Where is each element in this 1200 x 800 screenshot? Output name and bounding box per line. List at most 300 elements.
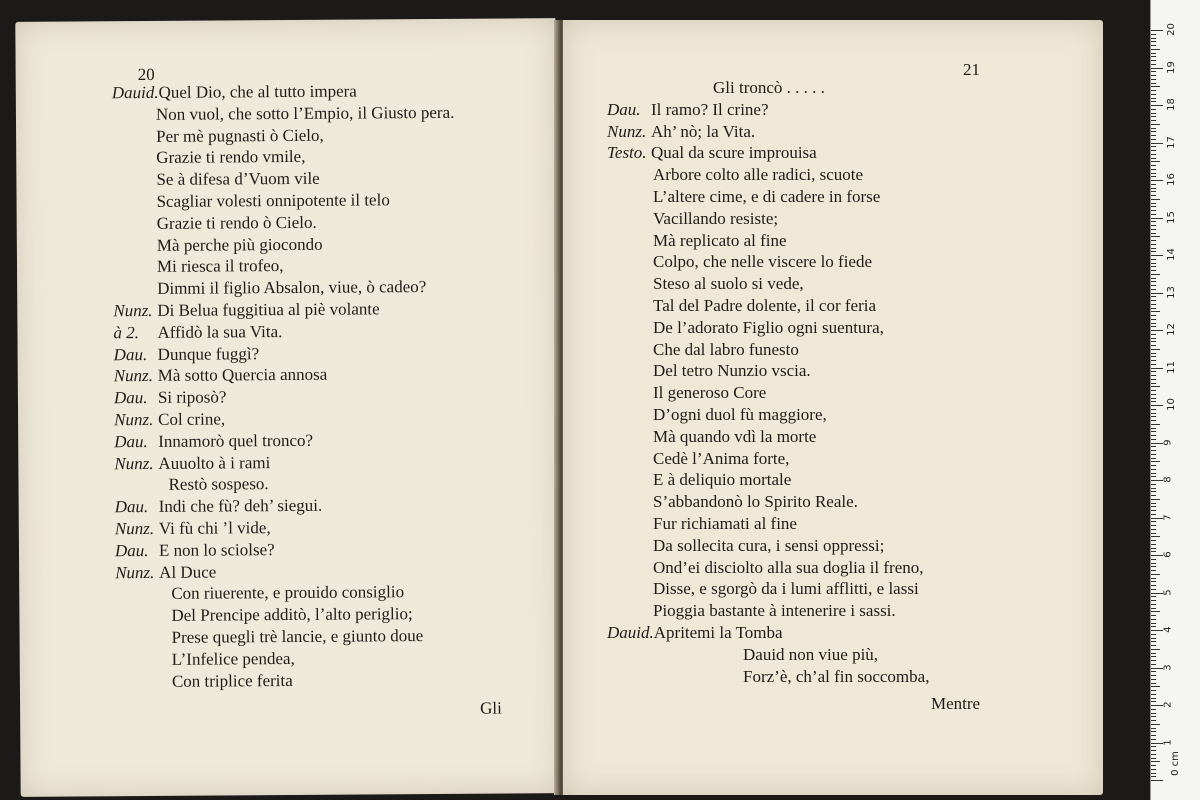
ruler-tick: [1151, 641, 1156, 642]
text-line: [156, 125, 324, 146]
ruler-tick: [1151, 53, 1156, 54]
ruler-tick: [1151, 161, 1160, 162]
ruler-tick: [1151, 390, 1156, 391]
verse-text: Fur richiamati al fine: [653, 514, 797, 533]
ruler-tick: [1151, 578, 1156, 579]
text-line: [607, 623, 783, 643]
verse-text: Apritemi la Tomba: [653, 623, 783, 642]
ruler-tick: [1151, 750, 1156, 751]
text-line: [172, 649, 295, 670]
ruler-tick: [1151, 439, 1156, 440]
ruler-tick: [1151, 375, 1156, 376]
verse-text: Qual da scure improuisa: [651, 143, 817, 163]
verse-text: De l’adorato Figlio ogni suentura,: [653, 317, 884, 337]
ruler-tick: [1151, 233, 1156, 234]
verse-text: D’ogni duol fù maggiore,: [653, 405, 827, 424]
ruler-tick: [1151, 653, 1156, 654]
ruler-tick: [1151, 30, 1163, 31]
ruler-tick: [1151, 236, 1160, 237]
text-line: [653, 296, 876, 316]
ruler-tick: [1151, 559, 1156, 560]
ruler-tick: [1151, 615, 1156, 616]
text-line: [653, 209, 778, 229]
ruler-tick: [1151, 566, 1156, 567]
ruler-label: 3: [1162, 663, 1174, 671]
text-line: [653, 558, 924, 578]
ruler-tick: [1151, 626, 1156, 627]
text-line: [653, 252, 872, 272]
ruler-tick: [1151, 705, 1163, 706]
verse-text: Ond’ei disciolto alla sua doglia il freno,: [653, 557, 924, 577]
ruler-tick: [1151, 266, 1156, 267]
ruler-tick: [1151, 604, 1156, 605]
ruler-label: 13: [1165, 285, 1177, 299]
ruler-tick: [1151, 518, 1163, 519]
verse-text: Mi riesca il trofeo,: [156, 256, 284, 277]
ruler-tick: [1151, 420, 1156, 421]
ruler-tick: [1151, 645, 1156, 646]
ruler-tick: [1151, 263, 1156, 264]
ruler-tick: [1151, 394, 1156, 395]
ruler-tick: [1151, 334, 1156, 335]
text-line: [157, 213, 317, 234]
ruler-tick: [1151, 113, 1156, 114]
text-line: [114, 344, 260, 365]
ruler-tick: [1151, 401, 1156, 402]
ruler-tick: [1151, 431, 1156, 432]
ruler-tick: [1151, 248, 1156, 249]
text-line: [113, 299, 379, 321]
ruler-tick: [1151, 135, 1156, 136]
ruler-tick: [1151, 506, 1156, 507]
text-line: [607, 122, 755, 142]
ruler-tick: [1151, 203, 1156, 204]
verse-text: Gli troncò . . . . .: [713, 78, 825, 97]
ruler-tick: [1151, 300, 1156, 301]
verse-text: E à deliquio mortale: [653, 470, 792, 490]
ruler-tick: [1151, 83, 1156, 84]
ruler-label: 17: [1165, 135, 1177, 149]
verse-text: Di Belua fuggitiua al piè volante: [157, 299, 380, 320]
ruler-tick: [1151, 720, 1156, 721]
ruler-tick: [1151, 353, 1156, 354]
ruler-tick: [1151, 368, 1163, 369]
text-line: [156, 169, 319, 190]
verse-text: Mà quando vdì la morte: [653, 426, 817, 446]
ruler-tick: [1151, 424, 1160, 425]
verse-text: Col crine,: [158, 409, 226, 429]
text-line: [653, 492, 858, 512]
verse-text: Con triplice ferita: [171, 670, 293, 691]
ruler-tick: [1151, 38, 1156, 39]
verse-text: S’abbandonò lo Spirito Reale.: [653, 492, 858, 512]
verse-text: Colpo, che nelle viscere lo fiede: [653, 252, 873, 272]
ruler-tick: [1151, 210, 1156, 211]
ruler-tick: [1151, 660, 1156, 661]
text-line: [653, 361, 811, 381]
ruler-tick: [1151, 593, 1163, 594]
ruler-tick: [1151, 270, 1156, 271]
text-line: [115, 540, 275, 561]
ruler-tick: [1151, 428, 1156, 429]
ruler-label: 15: [1165, 210, 1177, 224]
ruler-tick: [1151, 746, 1156, 747]
ruler-tick: [1151, 548, 1156, 549]
ruler-tick: [1151, 191, 1156, 192]
ruler-tick: [1151, 563, 1156, 564]
verse-text: Tal del Padre dolente, il cor feria: [653, 296, 877, 315]
ruler-tick: [1151, 698, 1156, 699]
ruler-tick: [1151, 158, 1156, 159]
ruler-label: 1: [1162, 738, 1174, 746]
ruler-tick: [1151, 491, 1156, 492]
ruler-tick: [1151, 49, 1160, 50]
ruler-tick: [1151, 289, 1156, 290]
text-line: [653, 536, 884, 556]
text-line: [653, 187, 880, 207]
ruler-tick: [1151, 116, 1156, 117]
ruler-tick: [1151, 386, 1160, 387]
ruler-tick: [1151, 41, 1156, 42]
ruler-tick: [1151, 214, 1156, 215]
ruler-tick: [1151, 326, 1156, 327]
ruler-tick: [1151, 555, 1163, 556]
verse-text: Dauid non viue più,: [743, 644, 879, 664]
text-line: [114, 453, 270, 474]
ruler-label: 10: [1165, 398, 1177, 411]
ruler-tick: [1151, 60, 1156, 61]
ruler-tick: [1151, 143, 1163, 144]
text-line: [114, 431, 313, 452]
ruler-tick: [1151, 338, 1156, 339]
catchword: Gli: [480, 698, 502, 718]
ruler-tick: [1151, 585, 1156, 586]
ruler-tick: [1151, 278, 1156, 279]
ruler-label: 9: [1162, 438, 1174, 446]
speaker-label: à 2.: [113, 322, 140, 343]
text-line: [653, 514, 797, 534]
ruler-tick: [1151, 345, 1156, 346]
text-line: [156, 103, 455, 125]
ruler-tick: [1151, 371, 1156, 372]
ruler-tick: [1151, 570, 1156, 571]
verse-text: Mà sotto Quercia annosa: [157, 365, 328, 386]
ruler-tick: [1151, 79, 1156, 80]
ruler-tick: [1151, 120, 1156, 121]
ruler-tick: [1151, 758, 1156, 759]
ruler-tick: [1151, 71, 1156, 72]
ruler-tick: [1151, 150, 1156, 151]
open-book: [18, 20, 1108, 795]
ruler-tick: [1151, 311, 1160, 312]
catchword: Mentre: [931, 694, 981, 713]
speaker-label: Nunz.: [114, 409, 154, 430]
ruler-tick: [1151, 356, 1156, 357]
ruler-label: 2: [1162, 701, 1174, 708]
verse-text: Arbore colto alle radici, scuote: [653, 165, 864, 185]
ruler-tick: [1151, 225, 1156, 226]
ruler-tick: [1151, 409, 1156, 410]
text-line: [157, 234, 323, 255]
ruler-tick: [1151, 101, 1156, 102]
ruler-tick: [1151, 514, 1156, 515]
ruler-tick: [1151, 458, 1156, 459]
speaker-label: Dau.: [113, 344, 148, 364]
ruler-tick: [1151, 435, 1156, 436]
ruler-tick: [1151, 293, 1163, 294]
verse-text: Al Duce: [159, 562, 217, 582]
text-line: [653, 405, 827, 425]
ruler-tick: [1151, 780, 1163, 781]
ruler-tick: [1151, 349, 1160, 350]
ruler-tick: [1151, 364, 1156, 365]
ruler-tick: [1151, 589, 1156, 590]
ruler-tick: [1151, 454, 1156, 455]
ruler-tick: [1151, 776, 1156, 777]
ruler-tick: [1151, 476, 1156, 477]
ruler-label: 4: [1162, 626, 1174, 633]
verse-text: L’altere cime, e di cadere in forse: [653, 187, 881, 206]
ruler-tick: [1151, 109, 1156, 110]
verse-text: Mà perche più giocondo: [156, 234, 323, 255]
speaker-label: Testo.: [607, 143, 647, 163]
text-line: [653, 340, 799, 360]
ruler-tick: [1151, 761, 1160, 762]
text-line: [114, 409, 225, 430]
ruler-tick: [1151, 649, 1160, 650]
ruler-tick: [1151, 638, 1156, 639]
ruler-tick: [1151, 551, 1156, 552]
ruler-tick: [1151, 596, 1156, 597]
ruler-tick: [1151, 484, 1156, 485]
ruler-tick: [1151, 379, 1156, 380]
text-line: [743, 645, 878, 665]
ruler-tick: [1151, 503, 1156, 504]
ruler-label: 6: [1162, 551, 1174, 558]
speaker-label: Nunz.: [114, 453, 154, 473]
ruler-tick: [1151, 469, 1156, 470]
ruler-tick: [1151, 229, 1156, 230]
ruler-tick: [1151, 611, 1160, 612]
ruler-tick: [1151, 694, 1156, 695]
text-line: [157, 256, 284, 277]
ruler-tick: [1151, 574, 1160, 575]
text-line: [172, 671, 293, 692]
text-line: [653, 231, 787, 251]
ruler-tick: [1151, 323, 1156, 324]
left-page: [15, 18, 560, 797]
page-number: 21: [963, 60, 980, 79]
ruler-tick: [1151, 154, 1156, 155]
ruler-tick: [1151, 75, 1156, 76]
text-line: [112, 82, 357, 104]
ruler-tick: [1151, 701, 1156, 702]
verse-text: Da sollecita cura, i sensi oppressi;: [653, 535, 885, 555]
ruler-tick: [1151, 244, 1156, 245]
ruler-tick: [1151, 671, 1156, 672]
ruler-tick: [1151, 165, 1156, 166]
text-line: [653, 383, 766, 403]
ruler-tick: [1151, 533, 1156, 534]
text-line: [607, 100, 769, 120]
speaker-label: Dau.: [113, 388, 148, 408]
speaker-label: Dauid.: [111, 82, 159, 103]
ruler-tick: [1151, 195, 1156, 196]
ruler-tick: [1151, 259, 1156, 260]
ruler-tick: [1151, 754, 1156, 755]
ruler-tick: [1151, 188, 1156, 189]
text-line: [653, 470, 791, 490]
ruler-label: 5: [1162, 588, 1174, 596]
ruler-tick: [1151, 173, 1156, 174]
ruler-tick: [1151, 146, 1156, 147]
verse-text: Pioggia bastante à intenerire i sassi.: [653, 601, 896, 621]
ruler-tick: [1151, 240, 1156, 241]
verse-text: Quel Dio, che al tutto impera: [158, 81, 357, 102]
ruler-tick: [1151, 360, 1156, 361]
verse-text: Del tetro Nunzio vscia.: [653, 361, 811, 381]
verse-text: Disse, e sgorgò da i lumi afflitti, e lassi: [653, 579, 919, 599]
verse-text: Vacillando resiste;: [653, 208, 779, 228]
ruler-tick: [1151, 735, 1156, 736]
ruler-tick: [1151, 461, 1160, 462]
ruler-tick: [1151, 731, 1156, 732]
speaker-label: Nunz.: [113, 366, 154, 386]
measurement-ruler: [1150, 0, 1200, 800]
ruler-tick: [1151, 495, 1156, 496]
text-line: [115, 518, 271, 539]
ruler-tick: [1151, 176, 1156, 177]
ruler-tick: [1151, 64, 1156, 65]
ruler-tick: [1151, 634, 1156, 635]
ruler-tick: [1151, 274, 1160, 275]
text-line: [157, 277, 426, 299]
ruler-tick: [1151, 690, 1156, 691]
verse-text: Mà replicato al fine: [653, 230, 787, 250]
ruler-tick: [1151, 416, 1156, 417]
text-line: [743, 667, 929, 687]
verse-text: Affidò la sua Vita.: [157, 321, 283, 342]
ruler-tick: [1151, 413, 1156, 414]
text-line: [653, 579, 919, 599]
ruler-tick: [1151, 686, 1160, 687]
verse-text: Prese quegli trè lancie, e giunto doue: [171, 626, 424, 647]
verse-text: Steso al suolo si vede,: [653, 274, 804, 294]
verse-text: Dunque fuggì?: [157, 343, 260, 364]
ruler-tick: [1151, 90, 1156, 91]
verse-text: Non vuol, che sotto l’Empio, il Giusto pera.: [155, 102, 455, 124]
ruler-tick: [1151, 34, 1156, 35]
verse-text: Indi che fù? deh’ siegui.: [158, 495, 323, 517]
ruler-unit-label: 0 cm: [1169, 751, 1181, 776]
ruler-tick: [1151, 105, 1163, 106]
ruler-tick: [1151, 443, 1163, 444]
ruler-tick: [1151, 499, 1160, 500]
right-page: [563, 20, 1103, 795]
verse-text: Si riposò?: [157, 387, 227, 408]
text-line: [171, 604, 412, 626]
ruler-tick: [1151, 743, 1163, 744]
text-line: [653, 601, 896, 621]
ruler-label: 19: [1165, 60, 1177, 74]
ruler-tick: [1151, 405, 1163, 406]
ruler-tick: [1151, 221, 1156, 222]
ruler-tick: [1151, 56, 1156, 57]
text-line: [114, 365, 328, 386]
text-line: [653, 318, 884, 338]
verse-text: Ah’ nò; la Vita.: [651, 121, 756, 141]
text-line: [653, 449, 789, 469]
ruler-tick: [1151, 713, 1156, 714]
ruler-tick: [1151, 308, 1156, 309]
speaker-label: Dau.: [114, 497, 149, 517]
ruler-tick: [1151, 581, 1156, 582]
ruler-tick: [1151, 128, 1156, 129]
ruler-tick: [1151, 86, 1160, 87]
ruler-tick: [1151, 450, 1156, 451]
verse-text: Innamorò quel tronco?: [158, 430, 314, 451]
ruler-tick: [1151, 510, 1156, 511]
verse-text: L’Infelice pendea,: [171, 648, 295, 669]
text-line: [653, 427, 816, 447]
ruler-tick: [1151, 383, 1156, 384]
ruler-tick: [1151, 664, 1156, 665]
ruler-tick: [1151, 398, 1156, 399]
ruler-tick: [1151, 184, 1156, 185]
ruler-tick: [1151, 536, 1160, 537]
ruler-tick: [1151, 319, 1156, 320]
ruler-label: 14: [1165, 248, 1177, 261]
speaker-label: Nunz.: [607, 121, 647, 141]
ruler-tick: [1151, 716, 1156, 717]
text-line: [171, 583, 404, 605]
ruler-tick: [1151, 630, 1163, 631]
verse-text: Forz’è, ch’al fin soccomba,: [743, 666, 930, 686]
ruler-tick: [1151, 739, 1156, 740]
ruler-label: 20: [1165, 23, 1177, 36]
ruler-tick: [1151, 218, 1163, 219]
ruler-tick: [1151, 281, 1156, 282]
ruler-tick: [1151, 529, 1156, 530]
speaker-label: Nunz.: [113, 300, 153, 321]
ruler-tick: [1151, 94, 1156, 95]
ruler-tick: [1151, 255, 1163, 256]
ruler-tick: [1151, 709, 1156, 710]
ruler-tick: [1151, 296, 1156, 297]
text-line: [113, 322, 282, 343]
ruler-tick: [1151, 473, 1156, 474]
text-line: [115, 496, 323, 517]
ruler-tick: [1151, 600, 1156, 601]
ruler-tick: [1151, 679, 1156, 680]
verse-text: Del Prencipe additò, l’alto periglio;: [171, 604, 413, 626]
ruler-tick: [1151, 45, 1156, 46]
verse-text: Vi fù chi ’l vide,: [158, 518, 271, 538]
ruler-tick: [1151, 341, 1156, 342]
verse-text: Con riuerente, e prouido consiglio: [171, 582, 405, 604]
verse-text: Cedè l’Anima forte,: [653, 448, 790, 468]
verse-text: Restò sospeso.: [168, 474, 269, 495]
ruler-tick: [1151, 304, 1156, 305]
text-line: [114, 388, 227, 409]
text-line: [653, 165, 863, 185]
ruler-tick: [1151, 124, 1160, 125]
verse-text: Il ramo? Il crine?: [651, 99, 769, 119]
ruler-tick: [1151, 180, 1163, 181]
ruler-tick: [1151, 724, 1160, 725]
ruler-tick: [1151, 608, 1156, 609]
speaker-label: Nunz.: [115, 562, 155, 582]
